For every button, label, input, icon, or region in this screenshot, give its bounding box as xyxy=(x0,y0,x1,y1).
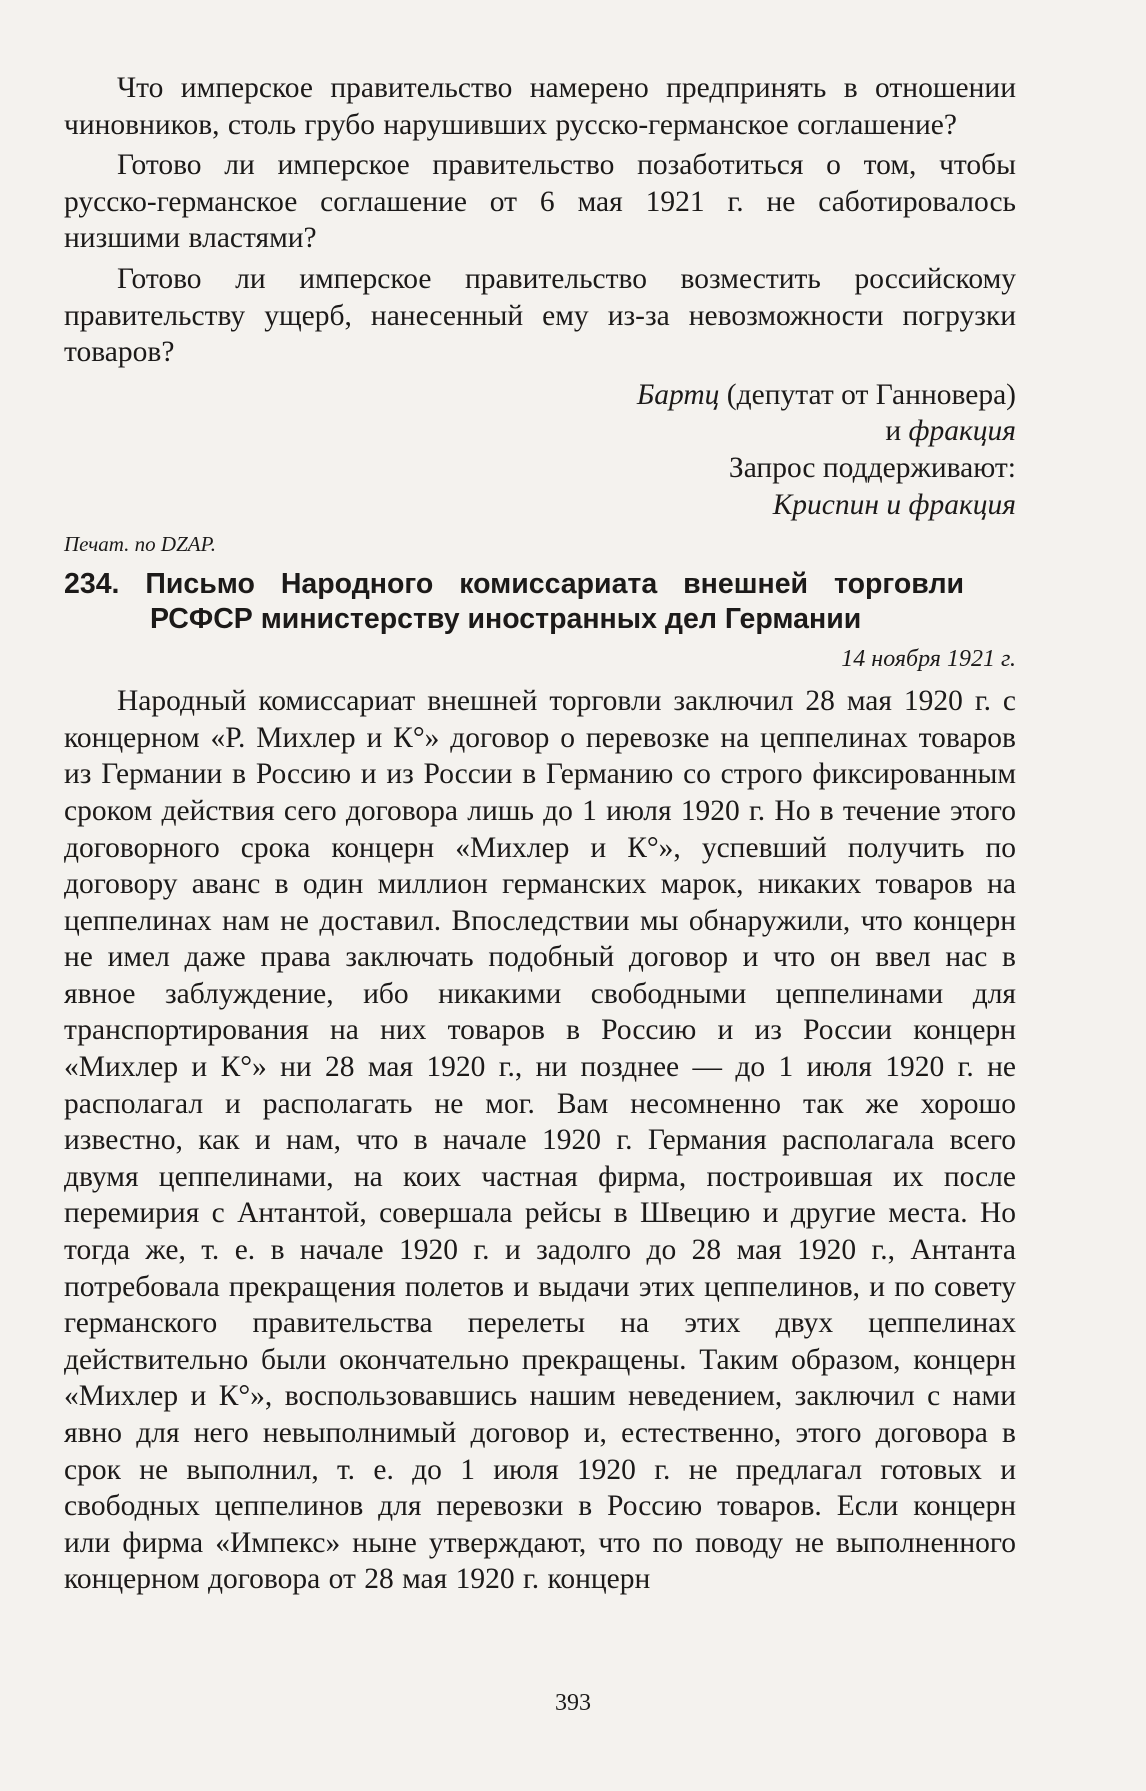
document-date-text: 14 ноября 1921 г. xyxy=(841,646,1016,673)
signature-line-2 xyxy=(64,413,1016,450)
signature-line-1 xyxy=(64,377,1016,414)
document-heading xyxy=(64,567,1016,637)
signature-faction: фракция xyxy=(908,415,1016,448)
supported-label: Запрос поддерживают: xyxy=(728,451,1016,484)
source-note: Печат. по DZAP. xyxy=(64,532,216,557)
signature-and: и xyxy=(885,415,909,448)
supporters: Криспин и фракция xyxy=(772,488,1016,521)
document-title-line2: РСФСР министерству иностранных дел Германии xyxy=(150,603,862,636)
document-body: Народный комиссариат внешней торговли заключил 28 мая 1920 г. с концерном «Р. Михлер и К°» договор о перевозке на цеппелинах товаров из Германии в Россию и из России в Германию со строго фиксированным сроком действия сего договора лишь до 1 июля 1920 г. Но в течение этого договорного срока концерн «Михлер и К°», успевший получить по договору аванс в один миллион германских марок, никаких товаров на цеппелинах нам не доставил. Впоследствии мы обнаружили, что концерн не имел даже права заключать подобный договор и что он ввел нас в явное заблуждение, ибо никакими свободными цеппелинами для транспортирования на них товаров в Россию и из России концерн «Михлер и К°» ни 28 мая 1920 г., ни позднее — до 1 июля 1920 г. не располагал и располагать не мог. Вам несомненно так же хорошо известно, как и нам, что в начале 1920 г. Германия располагала всего двумя цеппелинами, на коих частная фирма, построившая их после перемирия с Антантой, совершала рейсы в Швецию и другие места. Но тогда же, т. е. в начале 1920 г. и задолго до 28 мая 1920 г., Антанта потребовала прекращения полетов и выдачи этих цеппелинов, и по совету германского правительства перелеты на этих двух цеппелинах действительно были окончательно прекращены. Таким образом, концерн «Михлер и К°», воспользовавшись нашим неведением, заключил с нами явно для него невыполнимый договор и, естественно, этого договора в срок не выполнил, т. е. до 1 июля 1920 г. не предлагал готовых и свободных цеппелинов для перевозки в Россию товаров. Если концерн или фирма «Импекс» ныне утверждают, что по поводу не выполненного концерном договора от 28 мая 1920 г. концерн xyxy=(64,685,1016,1596)
supporters-line xyxy=(64,487,1016,524)
signature-affiliation: (депутат от Ганновера) xyxy=(719,378,1016,411)
intro-paragraph-3: Готово ли имперское правительство возместить российскому правительству ущерб, нанесенный ему из-за невозможности погрузки товаров? xyxy=(64,262,1016,369)
page-number: 393 xyxy=(555,1690,591,1716)
document-date xyxy=(64,643,1016,675)
document-number: 234. xyxy=(64,568,120,601)
intro-paragraph-2: Готово ли имперское правительство позаботиться о том, чтобы русско-германское соглашение от 6 мая 1921 г. не саботировалось низшими властями? xyxy=(64,149,1016,255)
signature-name: Бартц xyxy=(636,378,720,411)
page-content xyxy=(64,70,1016,1598)
intro-paragraph-1: Что имперское правительство намерено предпринять в отношении чиновников, столь грубо нарушивших русско-германское соглашение? xyxy=(64,72,1016,141)
document-title-line1: Письмо Народного комиссариата внешней торговли xyxy=(145,568,965,601)
